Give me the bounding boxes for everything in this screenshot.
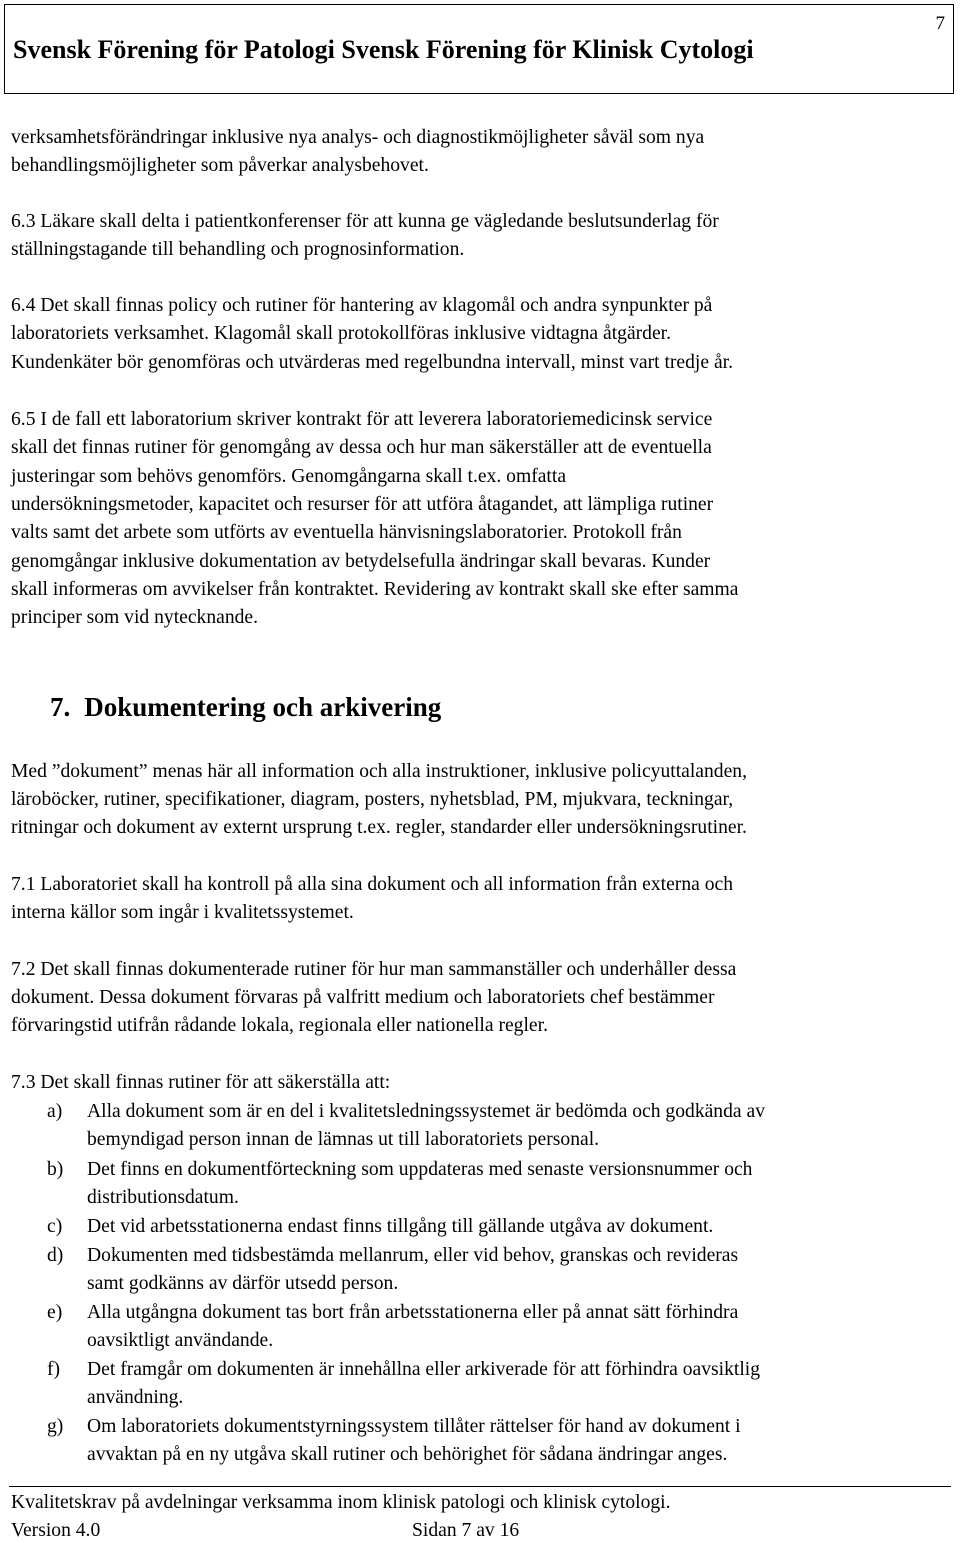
list-item-text: Det framgår om dokumenten är innehållna eller arkiverade för att förhindra oavsiktlig	[87, 1359, 760, 1380]
section-7-2-line: 7.2 Det skall finnas dokumenterade rutiner för hur man sammanställer och underhåller dessa	[11, 959, 737, 980]
paragraph-line: verksamhetsförändringar inklusive nya analys- och diagnostikmöjligheter såväl som nya	[11, 127, 705, 148]
list-item-letter: e)	[47, 1302, 63, 1323]
list-item-text: Det finns en dokumentförteckning som uppdateras med senaste versionsnummer och	[87, 1159, 753, 1180]
page-number: 7	[935, 13, 945, 34]
section-6-3-line: ställningstagande till behandling och prognosinformation.	[11, 239, 465, 260]
section-6-5-line: genomgångar inklusive dokumentation av betydelsefulla ändringar skall bevaras. Kunder	[11, 551, 711, 572]
section-6-5-line: skall det finnas rutiner för genomgång av dessa och hur man säkerställer att de eventuella	[11, 437, 712, 458]
section-6-5-line: 6.5 I de fall ett laboratorium skriver kontrakt för att leverera laboratoriemedicinsk service	[11, 409, 713, 430]
section-6-4-line: Kundenkäter bör genomföras och utvärderas med regelbundna intervall, minst vart tredje år.	[11, 352, 733, 373]
list-item-letter: f)	[47, 1359, 61, 1380]
section-6-5-line: principer som vid nytecknande.	[11, 607, 259, 628]
list-item-text: Alla utgångna dokument tas bort från arbetsstationerna eller på annat sätt förhindra	[87, 1302, 739, 1323]
page-header	[4, 4, 954, 94]
list-item-letter: a)	[47, 1101, 63, 1122]
heading-text: Dokumentering och arkivering	[84, 692, 442, 722]
section-7-1-line: 7.1 Laboratoriet skall ha kontroll på alla sina dokument och all information från externa och	[11, 874, 734, 895]
section-7-intro-line: ritningar och dokument av externt ursprung t.ex. regler, standarder eller undersökningsrutiner.	[11, 817, 747, 838]
list-item-text: användning.	[87, 1387, 184, 1408]
list-item-text: avvaktan på en ny utgåva skall rutiner och behörighet för sådana ändringar anges.	[87, 1444, 728, 1465]
section-6-4-line: 6.4 Det skall finnas policy och rutiner för hantering av klagomål och andra synpunkter på	[11, 295, 713, 316]
list-item-text: distributionsdatum.	[87, 1187, 239, 1208]
section-7-intro-line: läroböcker, rutiner, specifikationer, diagram, posters, nyhetsblad, PM, mjukvara, teckningar,	[11, 789, 734, 810]
footer-title: Kvalitetskrav på avdelningar verksamma inom klinisk patologi och klinisk cytologi.	[11, 1492, 671, 1513]
list-item-text: samt godkänns av därför utsedd person.	[87, 1273, 399, 1294]
header-title: Svensk Förening för Patologi Svensk Förening för Klinisk Cytologi	[13, 35, 754, 64]
footer-divider	[9, 1486, 951, 1487]
footer-page-indicator: Sidan 7 av 16	[412, 1520, 520, 1541]
section-7-2-line: dokument. Dessa dokument förvaras på valfritt medium och laboratoriets chef bestämmer	[11, 987, 715, 1008]
list-item-letter: b)	[47, 1159, 64, 1180]
list-item-text: Alla dokument som är en del i kvalitetsledningssystemet är bedömda och godkända av	[87, 1101, 765, 1122]
list-item-text: Det vid arbetsstationerna endast finns tillgång till gällande utgåva av dokument.	[87, 1216, 714, 1237]
section-6-5-line: skall informeras om avvikelser från kontraktet. Revidering av kontrakt skall ske efter samma	[11, 579, 739, 600]
section-7-intro-line: Med ”dokument” menas här all information och alla instruktioner, inklusive policyuttalanden,	[11, 761, 747, 782]
section-7-heading	[50, 692, 441, 723]
section-7-1-line: interna källor som ingår i kvalitetssystemet.	[11, 902, 354, 923]
section-6-5-line: justeringar som behövs genomförs. Genomgångarna skall t.ex. omfatta	[11, 466, 567, 487]
section-6-3-line: 6.3 Läkare skall delta i patientkonferenser för att kunna ge vägledande beslutsunderlag för	[11, 211, 719, 232]
section-7-2-line: förvaringstid utifrån rådande lokala, regionala eller nationella regler.	[11, 1015, 548, 1036]
list-item-text: Om laboratoriets dokumentstyrningssystem tillåter rättelser för hand av dokument i	[87, 1416, 741, 1437]
footer-version: Version 4.0	[11, 1520, 101, 1541]
section-6-5-line: undersökningsmetoder, kapacitet och resurser för att utföra åtagandet, att lämpliga rutiner	[11, 494, 714, 515]
list-item-letter: g)	[47, 1416, 64, 1437]
heading-number: 7.	[50, 692, 71, 722]
section-7-3-intro: 7.3 Det skall finnas rutiner för att säkerställa att:	[11, 1072, 391, 1093]
list-item-text: oavsiktligt användande.	[87, 1330, 274, 1351]
paragraph-line: behandlingsmöjligheter som påverkar analysbehovet.	[11, 155, 429, 176]
section-6-4-line: laboratoriets verksamhet. Klagomål skall protokollföras inklusive vidtagna åtgärder.	[11, 323, 672, 344]
list-item-letter: d)	[47, 1245, 64, 1266]
list-item-text: Dokumenten med tidsbestämda mellanrum, eller vid behov, granskas och revideras	[87, 1245, 739, 1266]
list-item-letter: c)	[47, 1216, 63, 1237]
list-item-text: bemyndigad person innan de lämnas ut till laboratoriets personal.	[87, 1129, 600, 1150]
section-6-5-line: valts samt det arbete som utförts av eventuella hänvisningslaboratorier. Protokoll från	[11, 522, 682, 543]
